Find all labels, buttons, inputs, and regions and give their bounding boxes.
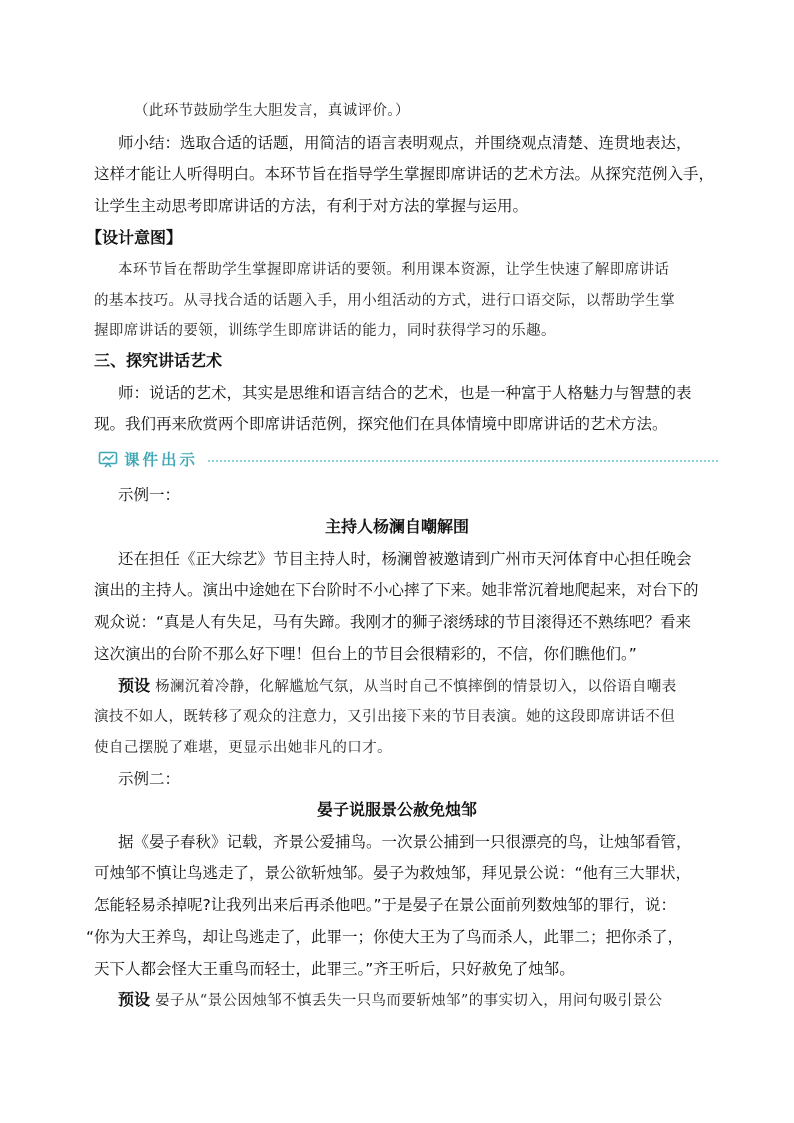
teacher-line-2: 现。我们再来欣赏两个即席讲话范例，探究他们在具体情境中即席讲话的艺术方法。: [94, 415, 668, 433]
example-2-line-2: 可烛邹不慎让鸟逃走了，景公欲斩烛邹。晏子为救烛邹，拜见景公说：“他有三大罪状，: [94, 864, 692, 882]
dotted-divider: [208, 460, 718, 462]
teacher-note: （此环节鼓励学生大胆发言，真诚评价。）: [134, 103, 410, 119]
example-2-line-1: 据《晏子春秋》记载，齐景公爱捕鸟。一次景公捕到一只很漂亮的鸟，让烛邹看管，: [118, 833, 692, 851]
preset-text: 杨澜沉着冷静，化解尴尬气氛，从当时自己不慎摔倒的情景切入，以俗语自嘲表: [155, 679, 677, 695]
example-2-label: 示例二：: [118, 770, 181, 788]
example-1-preset-line-1: [118, 676, 677, 697]
preset-label: 预设: [118, 990, 151, 1009]
summary-line-3: 让学生主动思考即席讲话的方法，有利于对方法的掌握与运用。: [94, 197, 529, 215]
example-1-preset-line-2: 演技不如人，既转移了观众的注意力，又引出接下来的节目表演。她的这段即席讲话不但: [94, 709, 676, 725]
courseware-label: 课件出示: [124, 451, 199, 469]
teacher-line-1: 师：说话的艺术，其实是思维和语言结合的艺术，也是一种富于人格魅力与智慧的表: [118, 384, 692, 402]
design-line-3: 握即席讲话的要领，训练学生即席讲话的能力，同时获得学习的乐趣。: [94, 323, 556, 339]
example-2-line-4: “你为大王养鸟，却让鸟逃走了，此罪一；你使大王为了鸟而杀人，此罪二；把你杀了，: [86, 928, 684, 946]
example-1-line-3: 观众说：“真是人有失足，马有失蹄。我刚才的狮子滚绣球的节目滚得还不熟练吧？看来: [94, 613, 692, 631]
example-1-label: 示例一：: [118, 486, 181, 504]
example-2-line-5: 天下人都会怪大王重鸟而轻士，此罪三。”齐王听后，只好赦免了烛邹。: [94, 960, 575, 978]
summary-line-2: 这样才能让人听得明白。本环节旨在指导学生掌握即席讲话的艺术方法。从探究范例入手，: [94, 165, 715, 183]
example-1-line-2: 演出的主持人。演出中途她在下台阶时不小心摔了下来。她非常沉着地爬起来，对台下的: [94, 581, 699, 599]
example-2-line-3: 怎能轻易杀掉呢?让我列出来后再杀他吧。”于是晏子在景公面前列数烛邹的罪行，说：: [94, 896, 677, 914]
example-1-preset-line-3: 使自己摆脱了难堪，更显示出她非凡的口才。: [94, 740, 392, 756]
summary-line-1: 师小结：选取合适的话题，用简洁的语言表明观点，并围绕观点清楚、连贯地表达，: [118, 134, 692, 152]
design-intent-heading: 【设计意图】: [86, 228, 183, 247]
preset-label: 预设: [118, 676, 151, 695]
example-1-line-4: 这次演出的台阶不那么好下哩！但台上的节目会很精彩的，不信，你们瞧他们。”: [94, 645, 637, 663]
design-line-1: 本环节旨在帮助学生掌握即席讲话的要领。利用课本资源，让学生快速了解即席讲话: [118, 262, 670, 278]
presentation-board-icon: [98, 451, 118, 468]
example-1-line-1: 还在担任《正大综艺》节目主持人时，杨澜曾被邀请到广州市天河体育中心担任晚会: [118, 550, 692, 568]
example-2-title: 晏子说服景公赦免烛邹: [316, 800, 477, 819]
section-3-heading: 三、探究讲话艺术: [94, 351, 223, 370]
example-1-title: 主持人杨澜自嘲解围: [324, 517, 469, 536]
design-line-2: 的基本技巧。从寻找合适的话题入手，用小组活动的方式，进行口语交际，以帮助学生掌: [94, 293, 676, 309]
courseware-banner: [98, 449, 718, 471]
example-2-preset-line-1: [118, 990, 662, 1011]
preset-text: 晏子从“景公因烛邹不慎丢失一只鸟而要斩烛邹”的事实切入，用问句吸引景公: [155, 993, 663, 1009]
